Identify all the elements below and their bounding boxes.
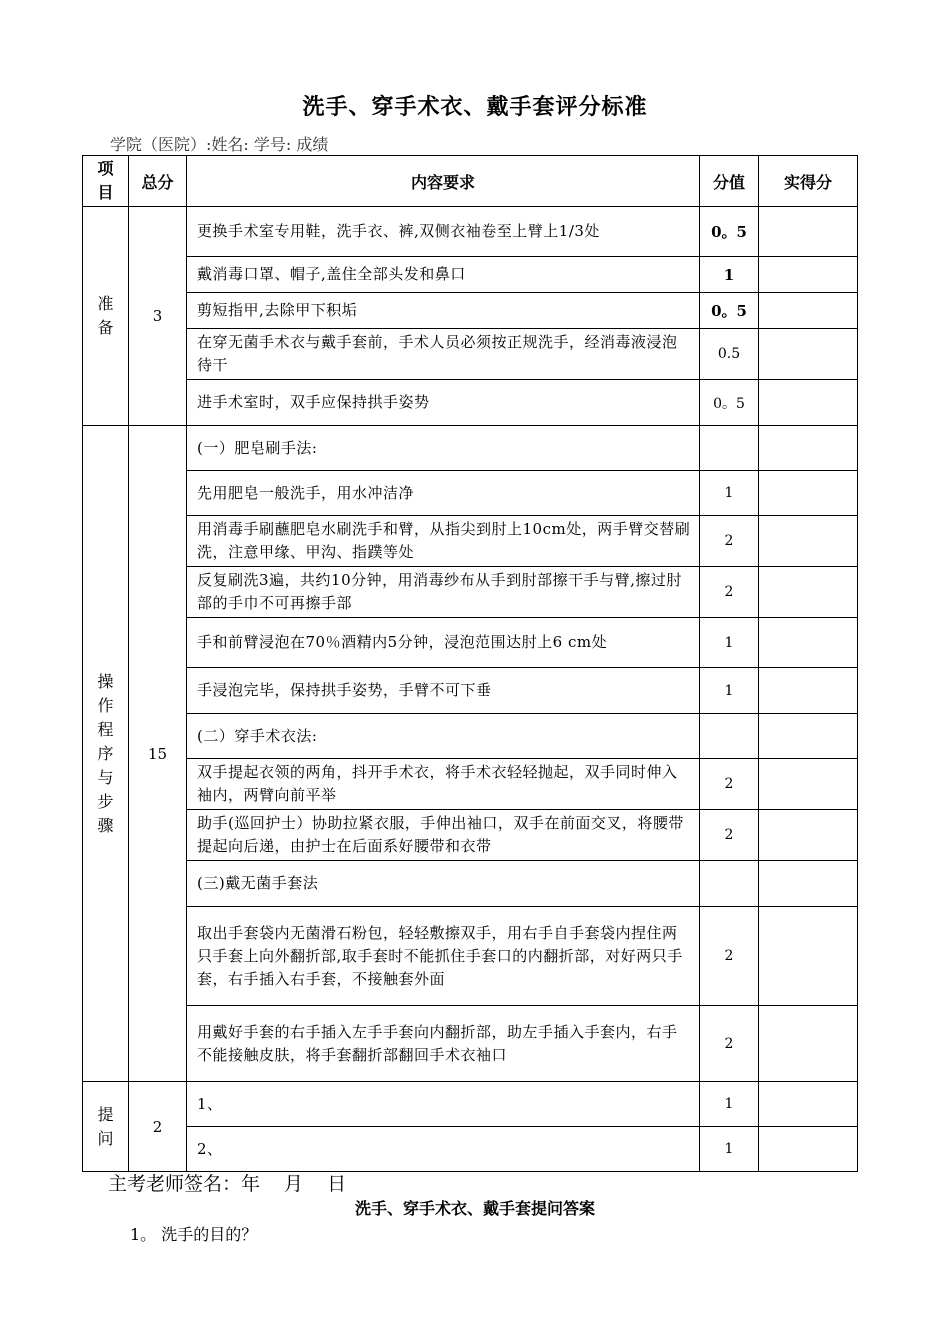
answer-section-title: 洗手、穿手术衣、戴手套提问答案 — [354, 1199, 595, 1218]
row-score: 0。5 — [700, 207, 759, 257]
header-score: 分值 — [700, 156, 759, 207]
table-row — [83, 759, 858, 810]
row-content: 双手提起衣领的两角，抖开手术衣，将手术衣轻轻抛起，双手同时伸入袖内，两臂向前平举 — [187, 759, 700, 810]
actual-score-cell[interactable] — [759, 329, 858, 380]
row-content: 更换手术室专用鞋，洗手衣、裤,双侧衣袖卷至上臂上1/3处 — [187, 207, 700, 257]
row-score: 1 — [700, 471, 759, 516]
table-row — [83, 1082, 858, 1127]
table-header-row — [83, 156, 858, 207]
row-score: 2 — [700, 567, 759, 618]
table-row — [83, 668, 858, 714]
section-name-preparation: 准备 — [83, 207, 129, 426]
row-score: 1 — [700, 668, 759, 714]
section-total-preparation: 3 — [129, 207, 187, 426]
scoring-table — [82, 155, 858, 1172]
actual-score-cell[interactable] — [759, 810, 858, 861]
actual-score-cell[interactable] — [759, 1082, 858, 1127]
row-score — [700, 861, 759, 907]
header-actual: 实得分 — [759, 156, 858, 207]
table-row — [83, 567, 858, 618]
table-row — [83, 1127, 858, 1172]
table-row — [83, 426, 858, 471]
question-1: 1。 洗手的目的？ — [130, 1225, 258, 1244]
actual-score-cell[interactable] — [759, 618, 858, 668]
table-row — [83, 471, 858, 516]
table-row — [83, 516, 858, 567]
actual-score-cell[interactable] — [759, 471, 858, 516]
table-row — [83, 861, 858, 907]
page-title: 洗手、穿手术衣、戴手套评分标准 — [302, 95, 648, 120]
actual-score-cell[interactable] — [759, 426, 858, 471]
actual-score-cell[interactable] — [759, 668, 858, 714]
row-score: 1 — [700, 1127, 759, 1172]
row-content: 手浸泡完毕，保持拱手姿势，手臂不可下垂 — [187, 668, 700, 714]
row-score: 2 — [700, 907, 759, 1006]
table-row — [83, 810, 858, 861]
row-score: 0.5 — [700, 329, 759, 380]
row-score — [700, 426, 759, 471]
row-score: 2 — [700, 759, 759, 810]
row-score: 2 — [700, 1006, 759, 1082]
row-score: 1 — [700, 1082, 759, 1127]
actual-score-cell[interactable] — [759, 257, 858, 293]
row-score: 2 — [700, 516, 759, 567]
row-content: 用戴好手套的右手插入左手手套向内翻折部，助左手插入手套内，右手不能接触皮肤，将手套翻折部翻回手术衣袖口 — [187, 1006, 700, 1082]
section-name-procedure: 操作程序与步骤 — [83, 426, 129, 1082]
section-name-questions: 提问 — [83, 1082, 129, 1172]
table-row — [83, 257, 858, 293]
row-content: (一）肥皂刷手法: — [187, 426, 700, 471]
row-score — [700, 714, 759, 759]
row-score: 2 — [700, 810, 759, 861]
row-content: (二）穿手术衣法: — [187, 714, 700, 759]
examiner-signature-line: 主考老师签名：年 月 日 — [108, 1173, 347, 1195]
row-score: 0。5 — [700, 293, 759, 329]
row-content: 进手术室时，双手应保持拱手姿势 — [187, 380, 700, 426]
row-content: 用消毒手刷蘸肥皂水刷洗手和臂，从指尖到肘上10cm处，两手臂交替刷洗，注意甲缘、甲沟、指蹼等处 — [187, 516, 700, 567]
row-content: 戴消毒口罩、帽子,盖住全部头发和鼻口 — [187, 257, 700, 293]
actual-score-cell[interactable] — [759, 907, 858, 1006]
actual-score-cell[interactable] — [759, 380, 858, 426]
row-content: (三)戴无菌手套法 — [187, 861, 700, 907]
actual-score-cell[interactable] — [759, 1006, 858, 1082]
row-content: 取出手套袋内无菌滑石粉包，轻轻敷擦双手，用右手自手套袋内捏住两只手套上向外翻折部,取手套时不能抓住手套口的内翻折部，对好两只手套，右手插入右手套，不接触套外面 — [187, 907, 700, 1006]
row-content: 反复刷洗3遍，共约10分钟，用消毒纱布从手到肘部擦干手与臂,擦过肘部的手巾不可再擦手部 — [187, 567, 700, 618]
table-row — [83, 207, 858, 257]
section-total-questions: 2 — [129, 1082, 187, 1172]
table-row — [83, 329, 858, 380]
header-content: 内容要求 — [187, 156, 700, 207]
table-row — [83, 380, 858, 426]
row-content: 剪短指甲,去除甲下积垢 — [187, 293, 700, 329]
header-total: 总分 — [129, 156, 187, 207]
row-content: 在穿无菌手术衣与戴手套前，手术人员必须按正规洗手，经消毒液浸泡待干 — [187, 329, 700, 380]
row-content: 助手(巡回护士）协助拉紧衣服，手伸出袖口，双手在前面交叉，将腰带提起向后递，由护士在后面系好腰带和衣带 — [187, 810, 700, 861]
actual-score-cell[interactable] — [759, 1127, 858, 1172]
row-content: 2、 — [187, 1127, 700, 1172]
actual-score-cell[interactable] — [759, 567, 858, 618]
student-info-line: 学院（医院）:姓名: 学号: 成绩 — [110, 135, 329, 154]
row-content: 先用肥皂一般洗手，用水冲洁净 — [187, 471, 700, 516]
table-row — [83, 907, 858, 1006]
table-row — [83, 1006, 858, 1082]
row-score: 1 — [700, 618, 759, 668]
actual-score-cell[interactable] — [759, 293, 858, 329]
actual-score-cell[interactable] — [759, 759, 858, 810]
row-content: 手和前臂浸泡在70％酒精内5分钟，浸泡范围达肘上6 cm处 — [187, 618, 700, 668]
row-content: 1、 — [187, 1082, 700, 1127]
table-row — [83, 618, 858, 668]
row-score: 1 — [700, 257, 759, 293]
section-total-procedure: 15 — [129, 426, 187, 1082]
actual-score-cell[interactable] — [759, 207, 858, 257]
header-item: 项目 — [83, 156, 129, 207]
row-score: 0。5 — [700, 380, 759, 426]
table-row — [83, 293, 858, 329]
actual-score-cell[interactable] — [759, 516, 858, 567]
actual-score-cell[interactable] — [759, 714, 858, 759]
table-row — [83, 714, 858, 759]
actual-score-cell[interactable] — [759, 861, 858, 907]
